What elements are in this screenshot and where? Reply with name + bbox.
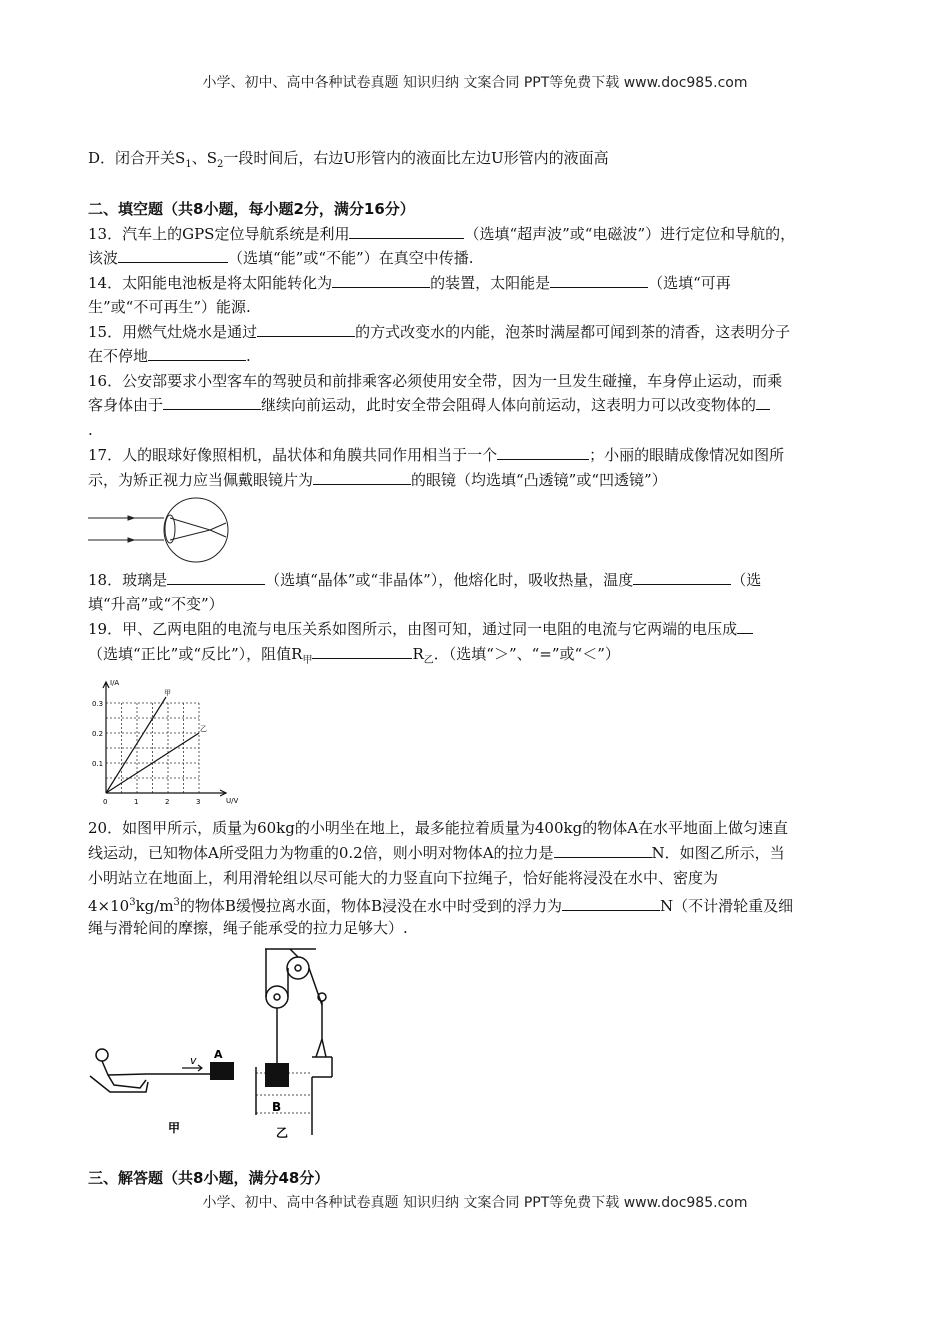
question-13: 13．汽车上的GPS定位导航系统是利用 （选填“超声波”或“电磁波”）进行定位和导航的， (88, 225, 796, 243)
eye-figure (86, 496, 246, 568)
line-label-jia: 甲 (164, 689, 171, 697)
answer-blank[interactable] (554, 843, 652, 858)
answer-blank[interactable] (167, 570, 265, 585)
x-tick: 2 (165, 798, 170, 806)
figure-label-yi: 乙 (276, 1126, 289, 1140)
answer-blank[interactable] (756, 395, 770, 410)
question-d-option: D．闭合开关$S_1$、$S_2$一段时间后，右边U形管内的液面比左边U形管内的液面高 (88, 149, 609, 170)
answer-blank[interactable] (497, 445, 589, 460)
y-tick: 0.1 (92, 760, 104, 768)
question-20-line4: $4\times 10^3kg/m^3$的物体B缓慢拉离水面，物体B浸没在水中时受到的浮力为 N（不计滑轮重及细 (88, 897, 794, 915)
label-v: v (190, 1054, 197, 1067)
answer-blank[interactable] (737, 619, 753, 634)
question-15: 15．用燃气灶烧水是通过 的方式改变水的内能，泡茶时满屋都可闻到茶的清香，这表明分子 (88, 323, 791, 341)
question-15-line2: 在不停地 . (88, 347, 251, 365)
question-19: 19．甲、乙两电阻的电流与电压关系如图所示，由图可知，通过同一电阻的电流与它两端的电压成 (88, 619, 753, 639)
y-tick: 0.3 (92, 700, 104, 708)
answer-blank[interactable] (118, 248, 228, 263)
question-18: 18．玻璃是 （选填“晶体”或“非晶体”），他熔化时，吸收热量，温度 （选 (88, 571, 762, 589)
question-20-line5: 绳与滑轮间的摩擦，绳子能承受的拉力足够大）. (88, 919, 408, 937)
question-19-line2: （选填“正比”或“反比”），阻值$R_甲$ $R_乙$．（选填“＞”、“=”或“＜”） (88, 645, 620, 666)
x-tick: 3 (196, 798, 201, 806)
answer-blank[interactable] (312, 644, 412, 659)
question-17-line2: 示，为矫正视力应当佩戴眼镜片为 的眼镜（均选填“凸透镜”或“凹透镜”） (88, 471, 667, 489)
answer-blank[interactable] (257, 322, 355, 337)
label-b: B (272, 1100, 282, 1114)
y-axis-label: I/A (110, 679, 120, 687)
block-b (265, 1063, 289, 1087)
question-16-line3: . (88, 421, 93, 439)
y-tick: 0.2 (92, 730, 104, 738)
x-axis-label: U/V (226, 797, 239, 805)
x-tick: 1 (134, 798, 139, 806)
iu-graph (86, 673, 246, 808)
answer-blank[interactable] (562, 896, 660, 911)
answer-blank[interactable] (313, 470, 411, 485)
question-20-line3: 小明站立在地面上，利用滑轮组以尽可能大的力竖直向下拉绳子，恰好能将浸没在水中、密度为 (88, 869, 719, 887)
question-18-line2: 填“升高”或“不变”） (88, 595, 224, 613)
label-a: A (214, 1048, 223, 1061)
answer-blank[interactable] (550, 273, 648, 288)
answer-blank[interactable] (163, 395, 261, 410)
question-20: 20．如图甲所示，质量为60kg的小明坐在地上，最多能拉着质量为400kg的物体A在水平地面上做匀速直 (88, 819, 789, 837)
x-tick: 0 (103, 798, 108, 806)
question-13-line2: 该波 （选填“能”或“不能”）在真空中传播. (88, 249, 474, 267)
page-footer: 小学、初中、高中各种试卷真题 知识归纳 文案合同 PPT等免费下载 www.doc985.com (202, 1195, 748, 1211)
question-16: 16．公安部要求小型客车的驾驶员和前排乘客必须使用安全带，因为一旦发生碰撞，车身停止运动，而乘 (88, 372, 783, 390)
answer-blank[interactable] (332, 273, 430, 288)
page-header: 小学、初中、高中各种试卷真题 知识归纳 文案合同 PPT等免费下载 www.doc985.com (202, 75, 748, 91)
question-14: 14．太阳能电池板是将太阳能转化为 的装置，太阳能是 （选填“可再 (88, 274, 731, 292)
question-16-line2: 客身体由于 继续向前运动，此时安全带会阻碍人体向前运动，这表明力可以改变物体的 (88, 395, 770, 415)
section-3-title: 三、解答题（共8小题，满分48分） (88, 1169, 330, 1187)
figure-jia (86, 1030, 246, 1135)
question-20-line2: 线运动，已知物体A所受阻力为物重的0.2倍，则小明对物体A的拉力是 N．如图乙所示，当 (88, 844, 785, 862)
line-jia (106, 697, 166, 793)
question-17: 17．人的眼球好像照相机，晶状体和角膜共同作用相当于一个 ；小丽的眼睛成像情况如图所 (88, 446, 785, 464)
answer-blank[interactable] (148, 346, 246, 361)
figure-yi (250, 945, 350, 1140)
question-14-line2: 生”或“不可再生”）能源. (88, 298, 251, 316)
block-a (210, 1062, 234, 1080)
answer-blank[interactable] (349, 224, 464, 239)
answer-blank[interactable] (633, 570, 731, 585)
line-label-yi: 乙 (200, 725, 207, 733)
section-2-title: 二、填空题（共8小题，每小题2分，满分16分） (88, 200, 415, 218)
figure-label-jia: 甲 (168, 1121, 181, 1135)
